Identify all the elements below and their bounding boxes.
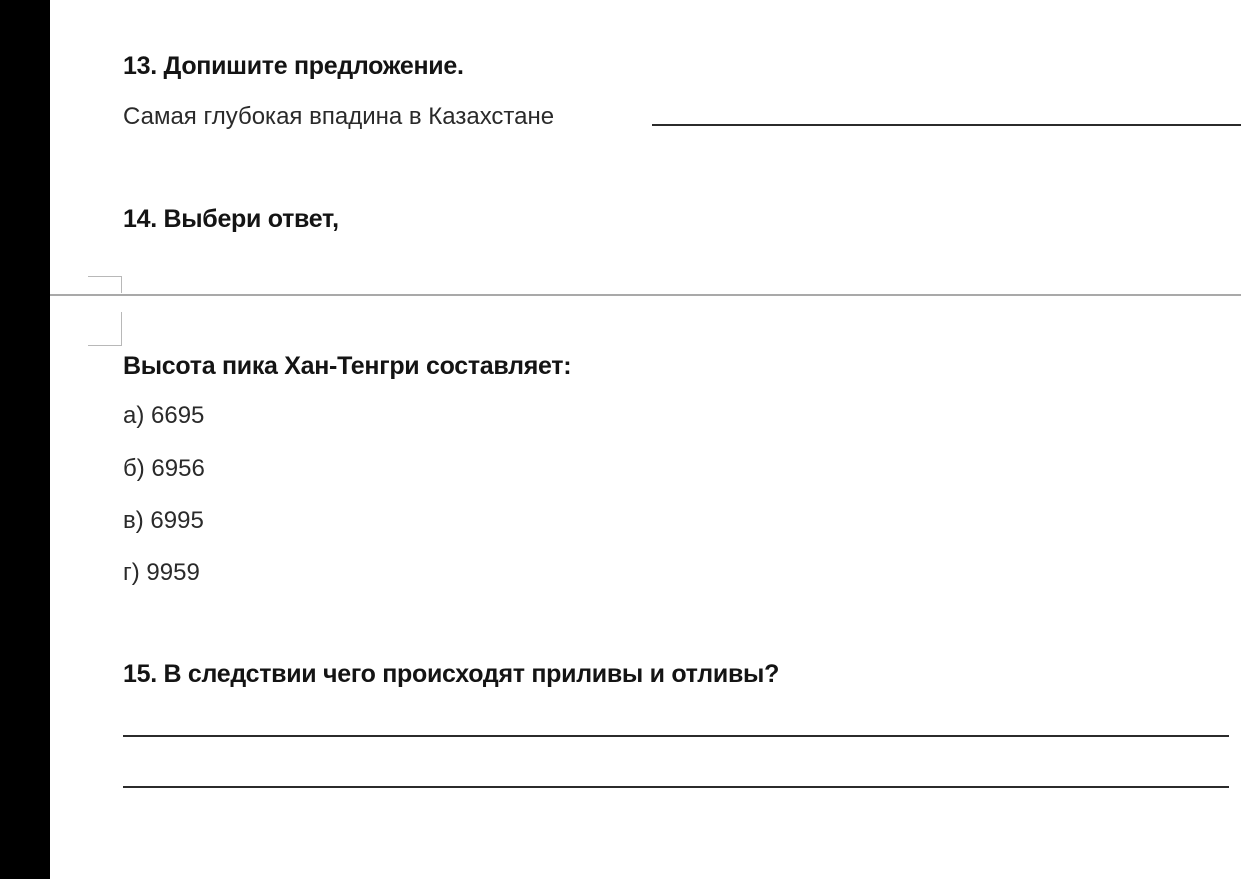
- option-b[interactable]: б) 6956: [123, 455, 205, 482]
- page-corner-mark-bottom: [88, 312, 122, 346]
- page-break-line: [50, 294, 1241, 296]
- question-15-answer-line-1[interactable]: [123, 735, 1229, 737]
- question-14-title: 14. Выбери ответ,: [123, 205, 339, 233]
- question-13-sentence: Самая глубокая впадина в Казахстане: [123, 103, 555, 130]
- question-14-prompt: Высота пика Хан-Тенгри составляет:: [123, 352, 572, 380]
- question-13-title: 13. Допишите предложение.: [123, 52, 464, 80]
- question-13-answer-line[interactable]: [652, 124, 1241, 126]
- worksheet-page: [50, 0, 1241, 879]
- option-d[interactable]: г) 9959: [123, 559, 200, 586]
- page-corner-mark-top: [88, 276, 122, 293]
- question-15-title: 15. В следствии чего происходят приливы и отливы?: [123, 660, 780, 688]
- option-c[interactable]: в) 6995: [123, 507, 204, 534]
- option-a[interactable]: а) 6695: [123, 402, 205, 429]
- question-15-answer-line-2[interactable]: [123, 786, 1229, 788]
